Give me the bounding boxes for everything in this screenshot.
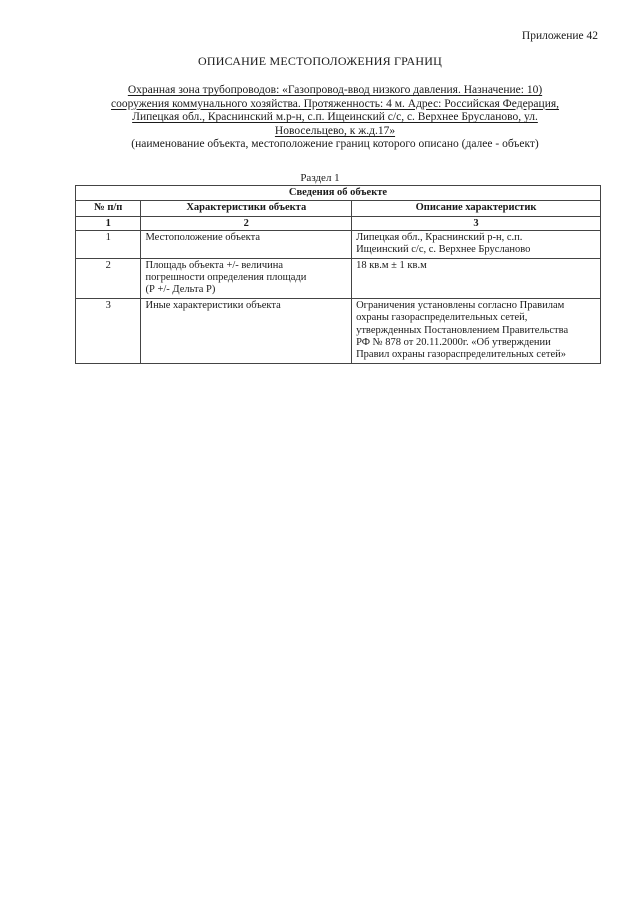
cell-line: погрешности определения площади (145, 272, 307, 284)
cell-line: Ограничения установлены согласно Правилам (356, 299, 565, 311)
row-description (352, 230, 601, 258)
column-number: 1 (76, 216, 141, 230)
table-caption: Сведения об объекте (76, 186, 601, 201)
cell-line: Местоположение объекта (145, 231, 260, 243)
row-characteristic (141, 258, 352, 298)
cell-line: утвержденных Постановлением Правительства (356, 324, 569, 336)
object-name-line: Новосельцево, к ж.д.17» (274, 124, 396, 137)
table-header-row (76, 201, 601, 216)
row-number: 2 (76, 258, 141, 298)
column-number-row (76, 216, 601, 230)
cell-line: охраны газораспределительных сетей, (356, 312, 528, 324)
table-caption-row (76, 186, 601, 201)
row-number: 3 (76, 298, 141, 363)
cell-line: Правил охраны газораспределительных сетей» (356, 349, 566, 361)
row-description (352, 298, 601, 363)
section-label: Раздел 1 (300, 172, 340, 184)
header-number: № п/п (76, 201, 141, 216)
cell-line: Площадь объекта +/- величина (145, 259, 283, 271)
document-title: ОПИСАНИЕ МЕСТОПОЛОЖЕНИЯ ГРАНИЦ (198, 54, 442, 68)
cell-line: Иные характеристики объекта (145, 299, 281, 311)
cell-line: 18 кв.м ± 1 кв.м (356, 259, 427, 271)
header-description: Описание характеристик (352, 201, 601, 216)
row-number: 1 (76, 230, 141, 258)
table-row (76, 298, 601, 363)
column-number: 2 (141, 216, 352, 230)
column-number: 3 (352, 216, 601, 230)
object-description (70, 84, 600, 152)
object-info-table (75, 185, 601, 364)
row-characteristic (141, 230, 352, 258)
row-characteristic (141, 298, 352, 363)
header-characteristic: Характеристики объекта (141, 201, 352, 216)
row-description (352, 258, 601, 298)
object-name-line: Охранная зона трубопроводов: «Газопровод-ввод низкого давления. Назначение: 10) (127, 84, 543, 96)
cell-line: РФ № 878 от 20.11.2000г. «Об утверждении (356, 337, 551, 349)
appendix-label: Приложение 42 (521, 30, 598, 42)
table-row (76, 230, 601, 258)
object-name-line: Липецкая обл., Краснинский м.р-н, с.п. Ищеинский с/с, с. Верхнее Брусланово, ул. (132, 111, 538, 124)
cell-line: (Р +/- Дельта Р) (145, 284, 216, 296)
cell-line: Ищеинский с/с, с. Верхнее Брусланово (356, 244, 531, 256)
object-name-line: сооружения коммунального хозяйства. Протяженность: 4 м. Адрес: Российская Федерация, (110, 97, 560, 110)
object-note: (наименование объекта, местоположение границ которого описано (далее - объект) (131, 138, 539, 151)
table-row (76, 258, 601, 298)
cell-line: Липецкая обл., Краснинский р-н, с.п. (356, 231, 523, 243)
